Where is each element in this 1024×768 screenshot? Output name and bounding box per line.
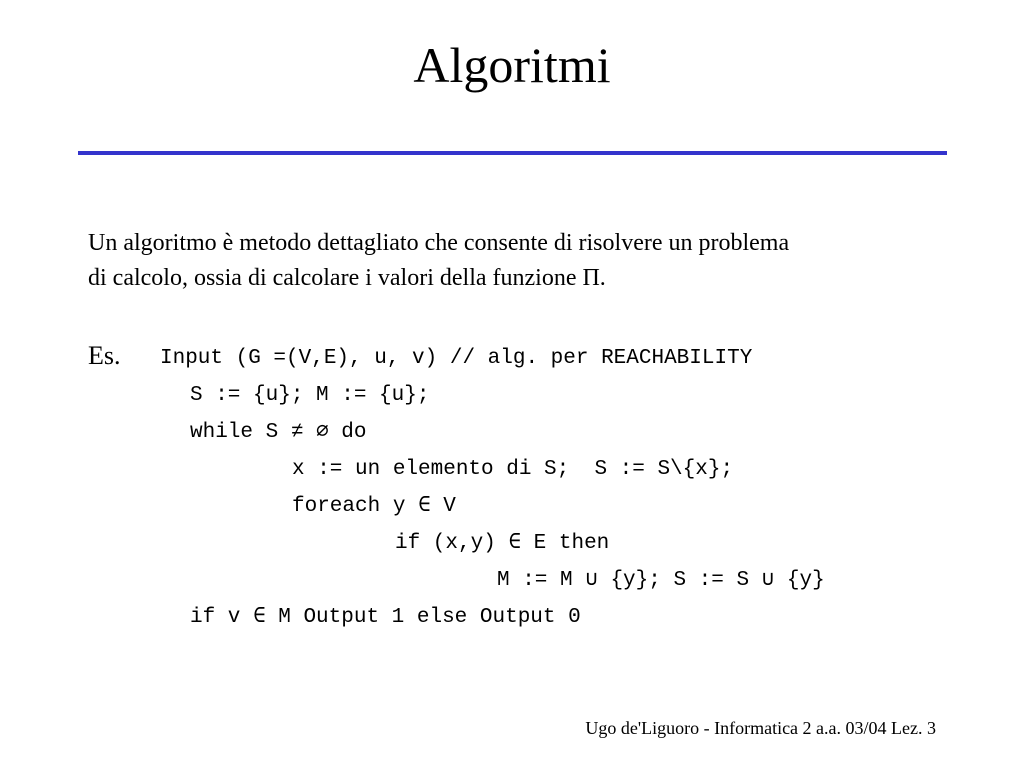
code-line-4: x := un elemento di S; S := S\{x}; [292, 458, 734, 481]
code-line-7: M := M ∪ {y}; S := S ∪ {y} [497, 569, 825, 592]
intro-paragraph [88, 226, 968, 296]
code-line-3: while S ≠ ∅ do [190, 421, 367, 444]
slide-footer: Ugo de'Liguoro - Informatica 2 a.a. 03/04 Lez. 3 [585, 718, 936, 738]
code-line-2: S := {u}; M := {u}; [190, 384, 430, 407]
example-label: Es. [88, 341, 121, 370]
code-line-8: if v ∈ M Output 1 else Output 0 [190, 606, 581, 629]
intro-line-2: di calcolo, ossia di calcolare i valori della funzione Π. [88, 265, 606, 291]
slide-title: Algoritmi [413, 37, 611, 93]
code-line-6: if (x,y) ∈ E then [395, 532, 610, 555]
code-line-1: Input (G =(V,E), u, v) // alg. per REACHABILITY [160, 347, 753, 370]
title-divider [78, 151, 947, 155]
code-line-5: foreach y ∈ V [292, 495, 456, 518]
intro-line-1: Un algoritmo è metodo dettagliato che consente di risolvere un problema [88, 230, 790, 256]
